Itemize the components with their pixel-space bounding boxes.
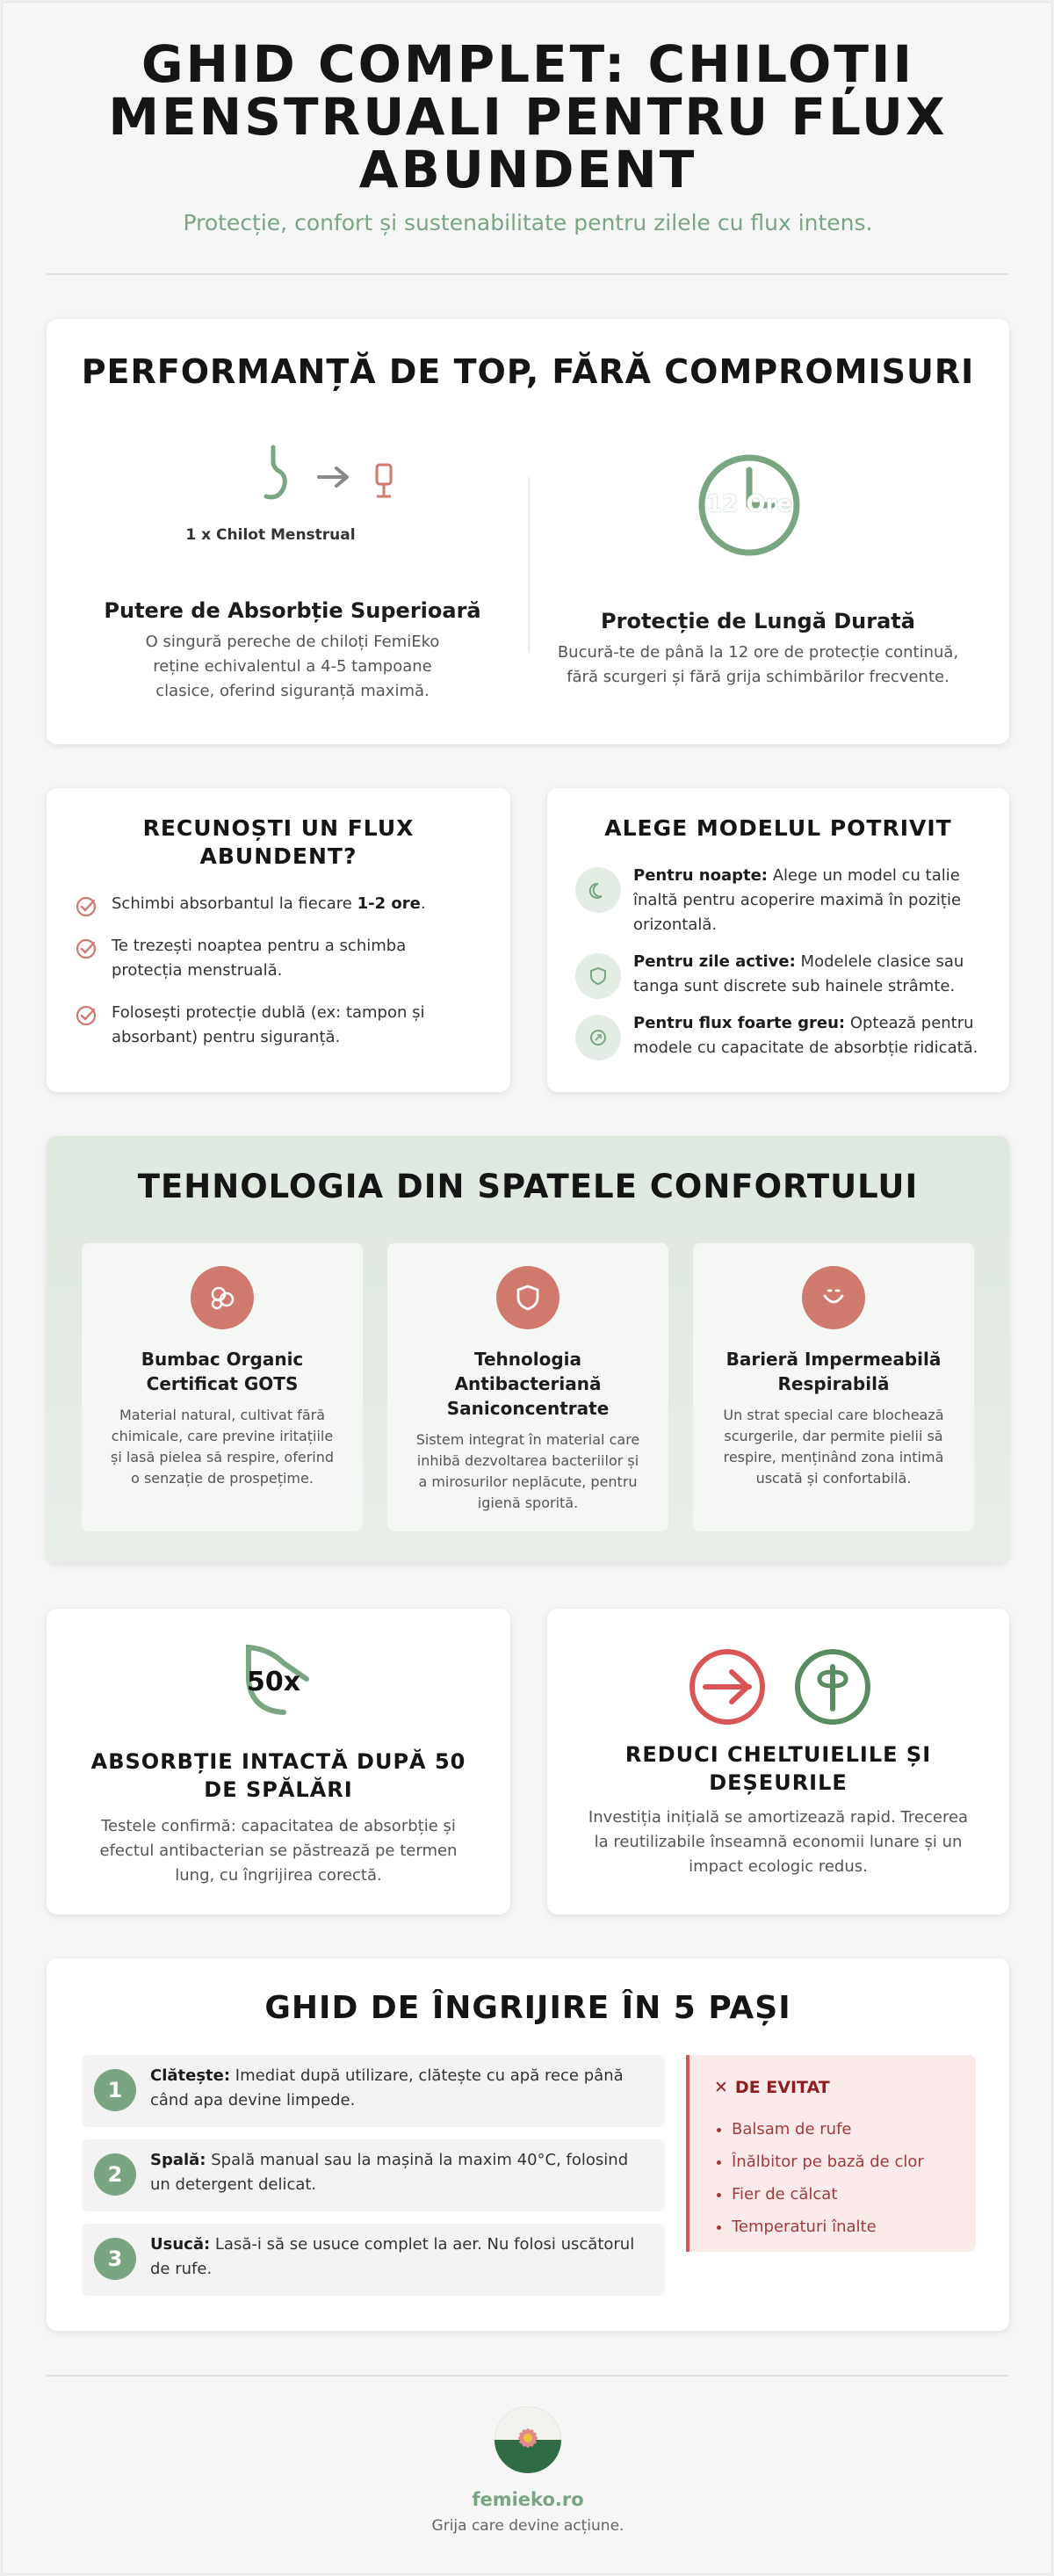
- tech-card-cotton: [82, 1243, 363, 1531]
- models-list: [575, 864, 988, 1073]
- models-title: ALEGE MODELUL POTRIVIT: [604, 815, 952, 841]
- models-card: [547, 788, 1009, 1092]
- model-item-night: Pentru noapte: Alege un model cu talie înaltă pentru acoperire maximă în poziție orizontală.: [575, 864, 988, 937]
- duration-text: Bucură-te de până la 12 ore de protecție continuă, fără scurgeri și fără grija schimbărilor frecvente.: [557, 643, 959, 686]
- care-guide-card: [47, 1958, 1009, 2331]
- list-item: Schimbi absorbantul la fiecare 1-2 ore.: [75, 892, 479, 916]
- avoid-list: [732, 2113, 924, 2243]
- check-circle-icon: [75, 937, 97, 960]
- list-item: • Înălbitor pe bază de clor: [732, 2145, 924, 2178]
- step-text: Usucă: Lasă-i să se usuce complet la aer. Nu folosi uscătorul de rufe.: [150, 2235, 635, 2278]
- shield-icon: [496, 1266, 559, 1329]
- femieko-logo: [493, 2405, 563, 2475]
- list-item: Folosești protecție dublă (ex: tampon și absorbant) pentru siguranță.: [75, 1001, 479, 1050]
- diagram-label: 1 x Chilot Menstrual: [185, 526, 356, 544]
- footer-tagline: Grija care devine acțiune.: [431, 2517, 624, 2535]
- recognize-list: [75, 892, 479, 1067]
- tech-card-text: Material natural, cultivat fără chimicale, care previne iritațiile și lasă pielea să respire, oferind o senzație de prospețime.: [110, 1407, 335, 1487]
- tech-card-title: Tehnologia Antibacteriană Saniconcentrate: [446, 1349, 610, 1419]
- recognize-title: RECUNOȘTI UN FLUX ABUNDENT?: [142, 815, 415, 869]
- performance-title: PERFORMANȚĂ DE TOP, FĂRĂ COMPROMISURI: [81, 352, 975, 391]
- absorption-block: [99, 598, 486, 704]
- model-item-active: Pentru zile active: Modelele clasice sau tanga sunt discrete sub hainele strâmte.: [575, 950, 988, 999]
- clock-label: 12 Ore: [706, 491, 792, 517]
- clock-icon: [697, 452, 802, 558]
- wash-badge-text: 50x: [247, 1667, 301, 1697]
- arrow-circle-icon: [688, 1647, 767, 1726]
- drop-icon: [575, 1015, 621, 1060]
- avoid-box: [686, 2055, 976, 2252]
- header: [3, 34, 1053, 235]
- care-step: [82, 2055, 665, 2127]
- step-text: Spală: Spală manual sau la mașină la maxim 40°C, folosind un detergent delicat.: [150, 2151, 629, 2194]
- close-icon: ✕: [714, 2078, 728, 2097]
- list-item: • Balsam de rufe: [732, 2113, 924, 2145]
- column-divider: [528, 477, 530, 653]
- model-item-heavy: Pentru flux foarte greu: Optează pentru modele cu capacitate de absorbție ridicată.: [575, 1011, 988, 1060]
- moon-icon: [575, 867, 621, 913]
- savings-card: [547, 1609, 1009, 1914]
- durability-card: [47, 1609, 510, 1914]
- absorption-text: O singură pereche de chiloți FemiEko reține echivalentul a 4-5 tampoane clasice, oferind siguranță maximă.: [145, 633, 440, 700]
- check-circle-icon: [75, 1004, 97, 1027]
- duration-title: Protecție de Lungă Durată: [601, 609, 915, 633]
- footer-site-link[interactable]: femieko.ro: [472, 2489, 584, 2510]
- technology-section: [47, 1136, 1009, 1563]
- page-subtitle: Protecție, confort și sustenabilitate pentru zilele cu flux intens.: [183, 210, 873, 235]
- performance-card: [47, 319, 1009, 744]
- page-title: GHID COMPLET: CHILOȚII MENSTRUALI PENTRU FLUX ABUNDENT: [108, 34, 948, 199]
- tech-card-antibacterial: [387, 1243, 668, 1531]
- leaf-circle-icon: [793, 1647, 872, 1726]
- tech-card-title: Barieră Impermeabilă Respirabilă: [726, 1349, 942, 1394]
- wash-badge-icon: [235, 1642, 322, 1721]
- care-step: [82, 2224, 665, 2296]
- divider: [47, 2375, 1009, 2377]
- absorption-title: Putere de Absorbție Superioară: [104, 598, 481, 623]
- list-item: • Temperaturi înalte: [732, 2211, 924, 2243]
- check-circle-icon: [75, 895, 97, 918]
- cotton-icon: [191, 1266, 254, 1329]
- care-step: [82, 2139, 665, 2211]
- savings-text: Investiția inițială se amortizează rapid. Trecerea la reutilizabile înseamnă economii lunare și un impact ecologic redus.: [588, 1808, 969, 1876]
- page: [2, 2, 1052, 2574]
- step-text: Clătește: Imediat după utilizare, clătește cu apă rece până când apa devine limpede.: [150, 2066, 624, 2109]
- step-number: 1: [94, 2069, 136, 2111]
- list-item: • Fier de călcat: [732, 2178, 924, 2211]
- hook-to-tampon-icon: [99, 442, 486, 521]
- divider: [47, 273, 1009, 275]
- avoid-heading: ✕ DE EVITAT: [714, 2078, 830, 2097]
- shield-icon: [575, 953, 621, 999]
- duration-block: [547, 609, 969, 690]
- list-item: Te trezești noaptea pentru a schimba protecția menstruală.: [75, 934, 479, 983]
- tech-card-text: Sistem integrat în material care inhibă dezvoltarea bacteriilor și a mirosurilor neplăcute, pentru igienă sporită.: [415, 1431, 640, 1511]
- tech-card-barrier: [693, 1243, 974, 1531]
- step-number: 3: [94, 2238, 136, 2280]
- tech-card-title: Bumbac Organic Certificat GOTS: [141, 1349, 304, 1394]
- care-title: GHID DE ÎNGRIJIRE ÎN 5 PAȘI: [264, 1990, 791, 2026]
- recognize-card: [47, 788, 510, 1092]
- savings-title: REDUCI CHELTUIELILE ȘI DEȘEURILE: [624, 1742, 932, 1795]
- durability-text: Testele confirmă: capacitatea de absorbție și efectul antibacterian se păstrează pe termen lung, cu îngrijirea corectă.: [99, 1817, 458, 1885]
- technology-title: TEHNOLOGIA DIN SPATELE CONFORTULUI: [137, 1168, 919, 1205]
- tech-card-text: Un strat special care blochează scurgerile, dar permite pielii să respire, menținând zona intimă uscată și confortabilă.: [723, 1407, 944, 1487]
- step-number: 2: [94, 2153, 136, 2196]
- durability-title: ABSORBȚIE INTACTĂ DUPĂ 50 DE SPĂLĂRI: [90, 1749, 466, 1802]
- smile-icon: [802, 1266, 865, 1329]
- absorption-diagram: [99, 442, 486, 521]
